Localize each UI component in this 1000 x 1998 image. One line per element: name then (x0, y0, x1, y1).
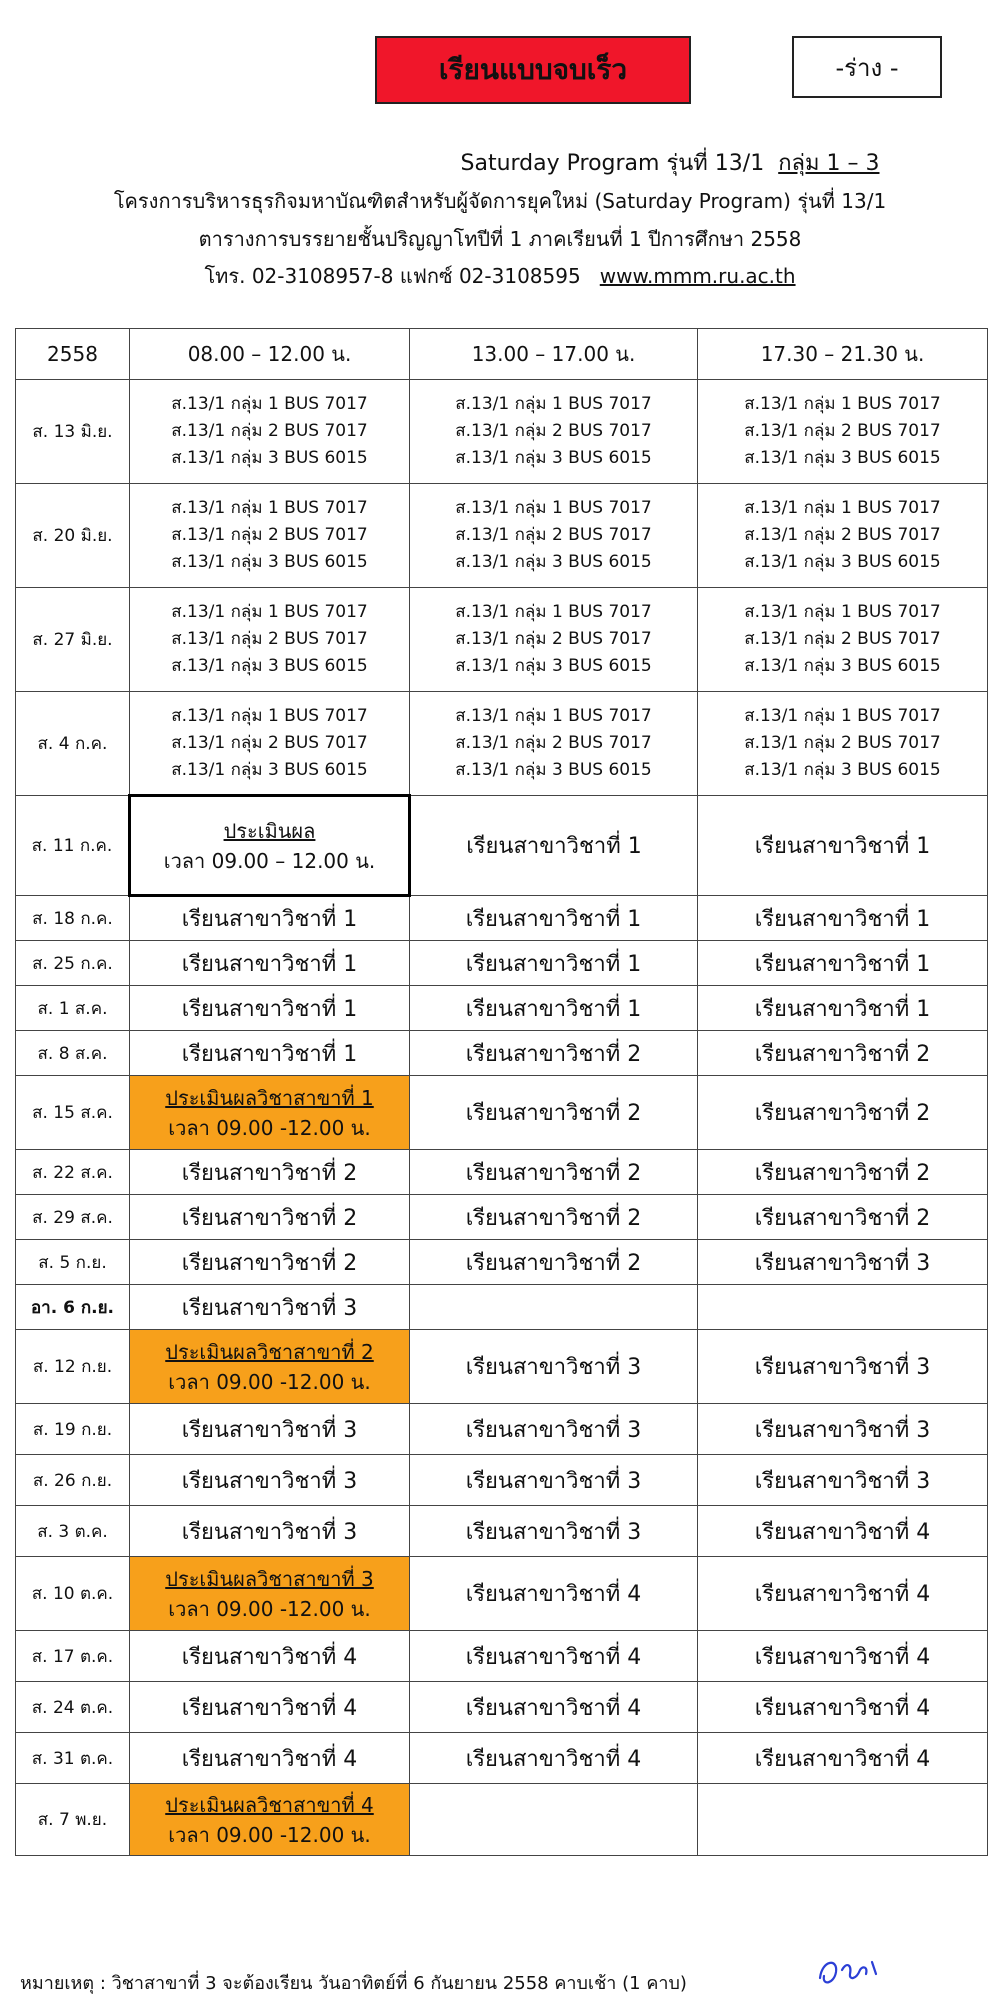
subject-cell: เรียนสาขาวิชาที่ 4 (698, 1557, 988, 1631)
empty-cell (410, 1784, 698, 1856)
row-date: ส. 7 พ.ย. (16, 1784, 130, 1856)
table-header-row (16, 329, 988, 380)
subject-cell: เรียนสาขาวิชาที่ 1 (698, 796, 988, 896)
subject-cell: เรียนสาขาวิชาที่ 3 (130, 1455, 410, 1506)
table-row (16, 896, 988, 941)
cell-groups: ส.13/1 กลุ่ม 1 BUS 7017 ส.13/1 กลุ่ม 2 BUS 7017 ส.13/1 กลุ่ม 3 BUS 6015 (410, 380, 698, 484)
subject-cell: เรียนสาขาวิชาที่ 1 (410, 896, 698, 941)
table-row (16, 588, 988, 692)
header-evening: 17.30 – 21.30 น. (698, 329, 988, 380)
cell-groups: ส.13/1 กลุ่ม 1 BUS 7017 ส.13/1 กลุ่ม 2 BUS 7017 ส.13/1 กลุ่ม 3 BUS 6015 (130, 380, 410, 484)
contact-line (0, 260, 1000, 292)
table-row (16, 1330, 988, 1404)
header-morning: 08.00 – 12.00 น. (130, 329, 410, 380)
table-row (16, 1150, 988, 1195)
evaluation-cell (130, 1330, 410, 1404)
header-year: 2558 (16, 329, 130, 380)
evaluation-time: เวลา 09.00 -12.00 น. (168, 1596, 371, 1621)
cell-groups: ส.13/1 กลุ่ม 1 BUS 7017 ส.13/1 กลุ่ม 2 BUS 7017 ส.13/1 กลุ่ม 3 BUS 6015 (698, 484, 988, 588)
subject-cell: เรียนสาขาวิชาที่ 1 (698, 986, 988, 1031)
program-groups: กลุ่ม 1 – 3 (778, 151, 880, 176)
subject-cell: เรียนสาขาวิชาที่ 2 (130, 1150, 410, 1195)
evaluation-cell (130, 1784, 410, 1856)
table-row (16, 1076, 988, 1150)
subject-cell: เรียนสาขาวิชาที่ 1 (698, 941, 988, 986)
subject-cell: เรียนสาขาวิชาที่ 3 (410, 1506, 698, 1557)
evaluation-title: ประเมินผลวิชาสาขาที่ 1 (165, 1085, 374, 1110)
subject-cell: เรียนสาขาวิชาที่ 4 (410, 1733, 698, 1784)
subject-cell: เรียนสาขาวิชาที่ 2 (698, 1076, 988, 1150)
table-row (16, 692, 988, 796)
evaluation-title: ประเมินผล (223, 818, 316, 843)
row-date: ส. 22 ส.ค. (16, 1150, 130, 1195)
evaluation-title: ประเมินผลวิชาสาขาที่ 4 (165, 1792, 374, 1817)
subject-cell: เรียนสาขาวิชาที่ 1 (410, 796, 698, 896)
subject-cell: เรียนสาขาวิชาที่ 3 (130, 1506, 410, 1557)
schedule-line: ตารางการบรรยายชั้นปริญญาโทปีที่ 1 ภาคเรียนที่ 1 ปีการศึกษา 2558 (198, 227, 802, 251)
evaluation-time: เวลา 09.00 -12.00 น. (168, 1369, 371, 1394)
contact-phone: โทร. 02-3108957-8 แฟกซ์ 02-3108595 (204, 264, 581, 288)
table-row (16, 796, 988, 896)
evaluation-cell (130, 796, 410, 896)
subject-cell: เรียนสาขาวิชาที่ 1 (130, 1031, 410, 1076)
project-line: โครงการบริหารธุรกิจมหาบัณฑิตสำหรับผู้จัดการยุคใหม่ (Saturday Program) รุ่นที่ 13/1 (113, 189, 887, 213)
cell-groups: ส.13/1 กลุ่ม 1 BUS 7017 ส.13/1 กลุ่ม 2 BUS 7017 ส.13/1 กลุ่ม 3 BUS 6015 (410, 588, 698, 692)
row-date: ส. 10 ต.ค. (16, 1557, 130, 1631)
subject-cell: เรียนสาขาวิชาที่ 4 (130, 1682, 410, 1733)
table-row (16, 1240, 988, 1285)
table-row (16, 380, 988, 484)
subject-cell: เรียนสาขาวิชาที่ 3 (698, 1330, 988, 1404)
row-date: อา. 6 ก.ย. (16, 1285, 130, 1330)
subject-cell: เรียนสาขาวิชาที่ 1 (410, 986, 698, 1031)
subject-cell: เรียนสาขาวิชาที่ 2 (410, 1240, 698, 1285)
schedule-table (15, 328, 988, 1856)
row-date: ส. 1 ส.ค. (16, 986, 130, 1031)
signature-icon (812, 1940, 902, 1996)
subject-cell: เรียนสาขาวิชาที่ 4 (698, 1506, 988, 1557)
cell-groups: ส.13/1 กลุ่ม 1 BUS 7017 ส.13/1 กลุ่ม 2 BUS 7017 ส.13/1 กลุ่ม 3 BUS 6015 (130, 692, 410, 796)
subject-cell: เรียนสาขาวิชาที่ 4 (130, 1631, 410, 1682)
subject-cell: เรียนสาขาวิชาที่ 4 (410, 1631, 698, 1682)
row-date: ส. 20 มิ.ย. (16, 484, 130, 588)
subject-cell: เรียนสาขาวิชาที่ 2 (410, 1031, 698, 1076)
subject-cell: เรียนสาขาวิชาที่ 1 (130, 941, 410, 986)
row-date: ส. 29 ส.ค. (16, 1195, 130, 1240)
program-line (170, 145, 1000, 180)
table-row (16, 1682, 988, 1733)
evaluation-cell (130, 1557, 410, 1631)
subject-cell: เรียนสาขาวิชาที่ 1 (130, 986, 410, 1031)
empty-cell (410, 1285, 698, 1330)
evaluation-cell (130, 1076, 410, 1150)
empty-cell (698, 1285, 988, 1330)
subject-cell: เรียนสาขาวิชาที่ 2 (698, 1195, 988, 1240)
page-title: เรียนแบบจบเร็ว (375, 36, 691, 104)
row-date: ส. 27 มิ.ย. (16, 588, 130, 692)
evaluation-time: เวลา 09.00 – 12.00 น. (163, 848, 376, 873)
subject-cell: เรียนสาขาวิชาที่ 4 (410, 1557, 698, 1631)
program-name: Saturday Program รุ่นที่ 13/1 (460, 151, 765, 176)
empty-cell (698, 1784, 988, 1856)
row-date: ส. 13 มิ.ย. (16, 380, 130, 484)
row-date: ส. 4 ก.ค. (16, 692, 130, 796)
subject-cell: เรียนสาขาวิชาที่ 4 (130, 1733, 410, 1784)
footnote: หมายเหตุ : วิชาสาขาที่ 3 จะต้องเรียน วันอาทิตย์ที่ 6 กันยายน 2558 คาบเช้า (1 คาบ) (20, 1973, 687, 1994)
subject-cell: เรียนสาขาวิชาที่ 3 (698, 1455, 988, 1506)
website-link[interactable]: www.mmm.ru.ac.th (599, 264, 796, 288)
subject-cell: เรียนสาขาวิชาที่ 3 (130, 1285, 410, 1330)
cell-groups: ส.13/1 กลุ่ม 1 BUS 7017 ส.13/1 กลุ่ม 2 BUS 7017 ส.13/1 กลุ่ม 3 BUS 6015 (410, 692, 698, 796)
table-row (16, 484, 988, 588)
evaluation-title: ประเมินผลวิชาสาขาที่ 2 (165, 1339, 374, 1364)
subject-cell: เรียนสาขาวิชาที่ 4 (698, 1733, 988, 1784)
subject-cell: เรียนสาขาวิชาที่ 1 (130, 896, 410, 941)
table-row (16, 1784, 988, 1856)
table-row (16, 1455, 988, 1506)
table-row (16, 1631, 988, 1682)
cell-groups: ส.13/1 กลุ่ม 1 BUS 7017 ส.13/1 กลุ่ม 2 BUS 7017 ส.13/1 กลุ่ม 3 BUS 6015 (698, 692, 988, 796)
subject-cell: เรียนสาขาวิชาที่ 3 (698, 1240, 988, 1285)
table-row (16, 1285, 988, 1330)
subject-cell: เรียนสาขาวิชาที่ 1 (698, 896, 988, 941)
row-date: ส. 5 ก.ย. (16, 1240, 130, 1285)
evaluation-time: เวลา 09.00 -12.00 น. (168, 1822, 371, 1847)
subject-cell: เรียนสาขาวิชาที่ 3 (410, 1330, 698, 1404)
row-date: ส. 17 ต.ค. (16, 1631, 130, 1682)
subject-cell: เรียนสาขาวิชาที่ 4 (698, 1682, 988, 1733)
table-row (16, 1733, 988, 1784)
row-date: ส. 19 ก.ย. (16, 1404, 130, 1455)
cell-groups: ส.13/1 กลุ่ม 1 BUS 7017 ส.13/1 กลุ่ม 2 BUS 7017 ส.13/1 กลุ่ม 3 BUS 6015 (130, 484, 410, 588)
header-afternoon: 13.00 – 17.00 น. (410, 329, 698, 380)
row-date: ส. 25 ก.ค. (16, 941, 130, 986)
draft-label: -ร่าง - (792, 36, 942, 98)
table-row (16, 1557, 988, 1631)
row-date: ส. 12 ก.ย. (16, 1330, 130, 1404)
subject-cell: เรียนสาขาวิชาที่ 2 (698, 1031, 988, 1076)
subject-cell: เรียนสาขาวิชาที่ 4 (410, 1682, 698, 1733)
subject-cell: เรียนสาขาวิชาที่ 4 (698, 1631, 988, 1682)
subject-cell: เรียนสาขาวิชาที่ 3 (410, 1455, 698, 1506)
cell-groups: ส.13/1 กลุ่ม 1 BUS 7017 ส.13/1 กลุ่ม 2 BUS 7017 ส.13/1 กลุ่ม 3 BUS 6015 (698, 588, 988, 692)
subject-cell: เรียนสาขาวิชาที่ 3 (698, 1404, 988, 1455)
subject-cell: เรียนสาขาวิชาที่ 2 (130, 1195, 410, 1240)
subject-cell: เรียนสาขาวิชาที่ 2 (130, 1240, 410, 1285)
evaluation-title: ประเมินผลวิชาสาขาที่ 3 (165, 1566, 374, 1591)
table-row (16, 986, 988, 1031)
row-date: ส. 31 ต.ค. (16, 1733, 130, 1784)
table-row (16, 1404, 988, 1455)
subject-cell: เรียนสาขาวิชาที่ 3 (410, 1404, 698, 1455)
cell-groups: ส.13/1 กลุ่ม 1 BUS 7017 ส.13/1 กลุ่ม 2 BUS 7017 ส.13/1 กลุ่ม 3 BUS 6015 (130, 588, 410, 692)
table-row (16, 941, 988, 986)
row-date: ส. 26 ก.ย. (16, 1455, 130, 1506)
table-row (16, 1031, 988, 1076)
evaluation-time: เวลา 09.00 -12.00 น. (168, 1115, 371, 1140)
row-date: ส. 8 ส.ค. (16, 1031, 130, 1076)
subject-cell: เรียนสาขาวิชาที่ 2 (410, 1195, 698, 1240)
row-date: ส. 11 ก.ค. (16, 796, 130, 896)
cell-groups: ส.13/1 กลุ่ม 1 BUS 7017 ส.13/1 กลุ่ม 2 BUS 7017 ส.13/1 กลุ่ม 3 BUS 6015 (698, 380, 988, 484)
subject-cell: เรียนสาขาวิชาที่ 3 (130, 1404, 410, 1455)
row-date: ส. 24 ต.ค. (16, 1682, 130, 1733)
subject-cell: เรียนสาขาวิชาที่ 2 (410, 1076, 698, 1150)
cell-groups: ส.13/1 กลุ่ม 1 BUS 7017 ส.13/1 กลุ่ม 2 BUS 7017 ส.13/1 กลุ่ม 3 BUS 6015 (410, 484, 698, 588)
subject-cell: เรียนสาขาวิชาที่ 1 (410, 941, 698, 986)
table-row (16, 1195, 988, 1240)
row-date: ส. 3 ต.ค. (16, 1506, 130, 1557)
subject-cell: เรียนสาขาวิชาที่ 2 (698, 1150, 988, 1195)
row-date: ส. 15 ส.ค. (16, 1076, 130, 1150)
row-date: ส. 18 ก.ค. (16, 896, 130, 941)
subject-cell: เรียนสาขาวิชาที่ 2 (410, 1150, 698, 1195)
table-row (16, 1506, 988, 1557)
